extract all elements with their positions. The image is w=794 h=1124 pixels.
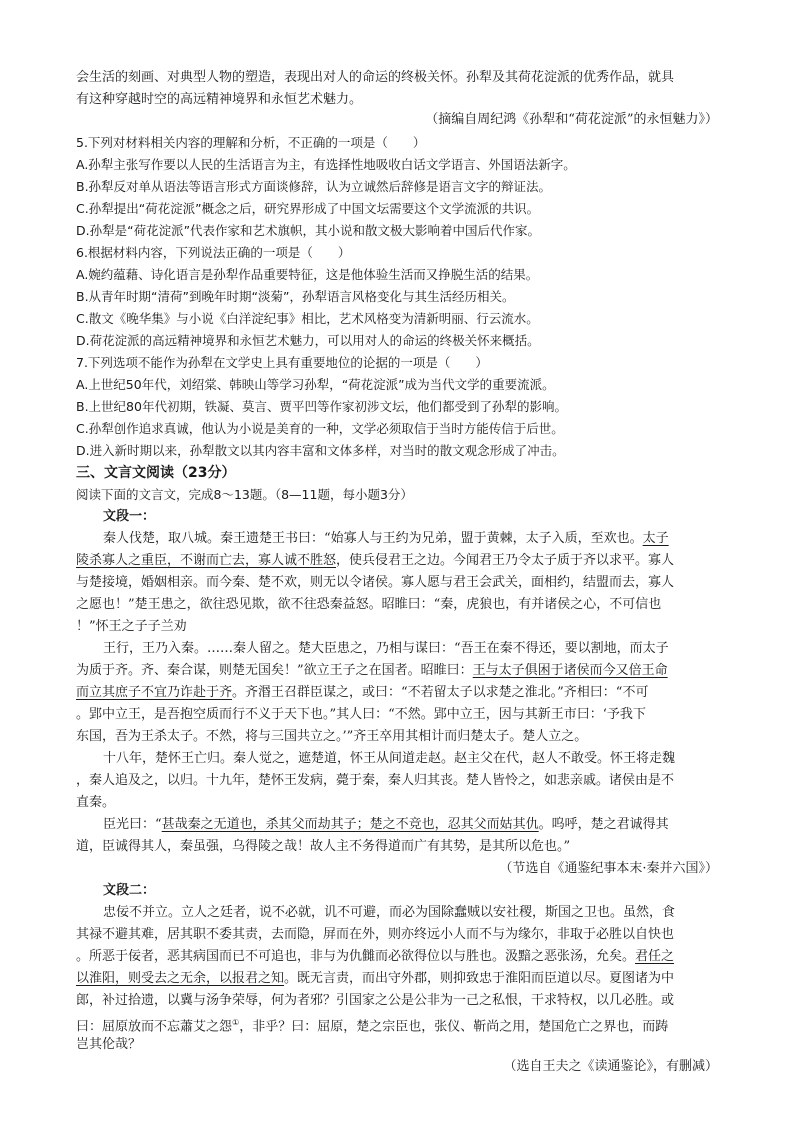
- question-7-option-b: B.上世纪80年代初期，铁凝、莫言、贾平凹等作家初涉文坛，他们都受到了孙犁的影响。: [76, 399, 567, 414]
- question-6-option-b: B.从青年时期“清荷”到晚年时期“淡菊”，孙犁语言风格变化与其生活经历相关。: [76, 289, 515, 304]
- passage-2-line: 其禄不避其难，居其职不委其责，去而隐，屏而在外，则亦终远小人而不与为缘尔，非取于必胜以自快也: [76, 927, 675, 942]
- passage-1-label: 文段一：: [103, 509, 156, 524]
- question-6-option-c: C.散文《晚华集》与小说《白洋淀纪事》相比，艺术风格变为清新明丽、行云流水。: [76, 311, 539, 326]
- question-7-option-a: A.上世纪50年代，刘绍棠、韩映山等学习孙犁，“荷花淀派”成为当代文学的重要流派。: [76, 377, 555, 392]
- question-5-option-b: B.孙犁反对单从语法等语言形式方面谈修辞，认为立诚然后辞修是语言文字的辩证法。: [76, 179, 552, 194]
- passage-2-line: 曰：屈原放而不忘蕭艾之怨①，非乎？曰：屈原，楚之宗臣也，张仪、靳尚之用，楚国危亡之界也，而踌: [76, 1018, 669, 1035]
- question-6-option-d: D.荷花淀派的高远精神境界和永恒艺术魅力，可以用对人的命运的终极关怀来概括。: [76, 333, 540, 348]
- question-7-stem: 7.下列选项不能作为孙犁在文学史上具有重要地位的论据的一项是（ ）: [76, 355, 488, 370]
- footnote-marker: ①: [232, 1018, 240, 1027]
- passage-1-line: 。郢中立王，是吾抱空质而行不义于天下也。”其人曰：“不然。郢中立王，因与其新王市曰：‘予我下: [76, 707, 646, 722]
- passage-1-line: 王行，王乃入秦。……秦人留之。楚大臣患之，乃相与谋曰：“吾王在秦不得还，要以割地，而太子: [103, 641, 669, 656]
- passage-2-line: 岂其伦哉？: [76, 1037, 142, 1052]
- intro-source: （摘编自周纪鸿《孙犁和“荷花淀派”的永恒魅力》）: [425, 112, 718, 127]
- question-5-option-a: A.孙犁主张写作要以人民的生活语言为主，有选择性地吸收白话文学语言、外国语法新字。: [76, 157, 576, 172]
- section-heading: 三、文言文阅读（23分）: [76, 465, 236, 481]
- intro-line: 会生活的刻画、对典型人物的塑造，表现出对人的命运的终极关怀。孙犁及其荷花淀派的优秀作品，就具: [76, 70, 675, 85]
- passage-2-line: 。所恶于佞者，恶其病国而已不可追也，非与为仇雠而必欲得位以与胜也。汲黯之恶张汤，允矣。君任之: [76, 949, 675, 964]
- passage-2-source: （选自王夫之《读通鉴论》，有删减）: [503, 1059, 718, 1074]
- passage-1-line: 秦人伐楚，取八城。秦王遗楚王书曰：“始寡人与王约为兄弟，盟于黄棘，太子入质，至欢也。太子: [103, 531, 669, 546]
- passage-1-line: 臣光曰：“甚哉秦之无道也，杀其父而劫其子；楚之不竞也，忍其父而姑其仇。呜呼，楚之君诚得其: [103, 817, 669, 832]
- passage-1-line: 十八年，楚怀王亡归。秦人觉之，遮楚道，怀王从间道走赵。赵主父在代，赵人不敢受。怀王将走魏: [103, 751, 676, 766]
- passage-1-line: ，秦人追及之，以归。十九年，楚怀王发病，薨于秦，秦人归其丧。楚人皆怜之，如悲亲戚。诸侯由是不: [76, 773, 675, 788]
- question-5-option-d: D.孙犁是“荷花淀派”代表作家和艺术旗帜，其小说和散文极大影响着中国后代作家。: [76, 223, 541, 238]
- section-instruction: 阅读下面的文言文，完成8～13题。（8—11题，每小题3分）: [76, 487, 413, 502]
- passage-1-line: 为质于齐。齐、秦合谋，则楚无国矣！”欲立王子之在国者。昭睢曰：王与太子俱困于诸侯而今又倍王命: [76, 663, 668, 678]
- passage-1-line: 东国，吾为王杀太子。不然，将与三国共立之。’”齐王卒用其相计而归楚太子。楚人立之。: [76, 729, 588, 744]
- passage-1-line: 而立其庶子不宜乃诈赴于齐。齐湣王召群臣谋之，或曰：“不若留太子以求楚之淮北。”齐相曰：“不可: [76, 685, 649, 700]
- passage-1-line: 之愿也！”楚王患之，欲往恐见欺，欲不往恐秦益怒。昭睢曰：“秦，虎狼也，有并诸侯之心，不可信也: [76, 597, 662, 612]
- passage-1-line: 陵杀寡人之重臣，不谢而亡去，寡人诚不胜怒，使兵侵君王之边。今闻君王乃令太子质于齐以求平。寡人: [76, 553, 675, 568]
- passage-1-line: 道，臣诚得其人，秦虽强，乌得陵之哉！故人主不务得道而广有其势，是其所以危也。”: [76, 839, 571, 854]
- question-7-option-c: C.孙犁创作追求真诚，他认为小说是美育的一种，文学必须取信于当时方能传信于后世。: [76, 421, 564, 436]
- passage-1-line: 直秦。: [76, 795, 116, 810]
- passage-1-source: （节选自《通鉴纪事本末·秦并六国》）: [499, 861, 718, 876]
- passage-2-line: 忠佞不并立。立人之廷者，说不必就，讥不可避，而必为国除蠢贼以安社稷，斯国之卫也。虽然，食: [103, 905, 676, 920]
- passage-2-label: 文段二：: [103, 883, 156, 898]
- question-5-option-c: C.孙犁提出“荷花淀派”概念之后，研究界形成了中国文坛需要这个文学流派的共识。: [76, 201, 540, 216]
- question-5-stem: 5.下列对材料相关内容的理解和分析，不正确的一项是（ ）: [76, 135, 426, 150]
- passage-2-line: 郎，补过拾遗，以冀与汤争荣辱，何为者邪？引国家之公是公非为一己之私恨，干求特权，以几必胜。或: [76, 993, 675, 1008]
- passage-1-line: 与楚接境，婚姻相亲。而今秦、楚不欢，则无以令诸侯。寡人愿与君王会武关，面相约，结盟而去，寡人: [76, 575, 675, 590]
- passage-1-line: ！”怀王之子子兰劝: [76, 619, 187, 634]
- passage-2-line: 以淮阳，则受去之无余，以报君之知。既无言责，而出守外郡，则抑致忠于淮阳而臣道以尽。夏图诸为中: [76, 971, 675, 986]
- question-6-option-a: A.婉约蕴藉、诗化语言是孙犁作品重要特征，这是他体验生活而又挣脱生活的结果。: [76, 267, 539, 282]
- question-7-option-d: D.进入新时期以来，孙犁散文以其内容丰富和文体多样，对当时的散文观念形成了冲击。: [76, 443, 565, 458]
- question-6-stem: 6.根据材料内容，下列说法正确的一项是（ ）: [76, 245, 351, 260]
- intro-line: 有这种穿越时空的高远精神境界和永恒艺术魅力。: [76, 92, 363, 107]
